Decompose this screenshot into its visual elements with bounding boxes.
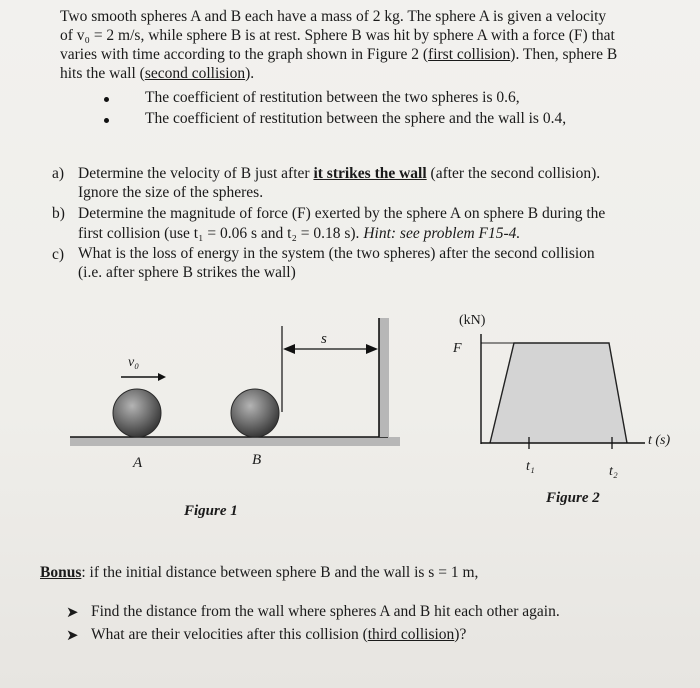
bullet-item-1: The coefficient of restitution between the two spheres is 0.6, <box>145 89 520 106</box>
v0-arrow-head <box>158 373 166 381</box>
intro-line-2: of v₀ = 2 m/s, while sphere B is at rest. Sphere B was hit by sphere A with a force (F) that <box>60 27 615 44</box>
bonus-item-2b: )? <box>454 626 467 643</box>
question-a-label: a) <box>52 165 65 182</box>
intro-line-3b: ). Then, sphere B <box>510 46 618 63</box>
wall-hatch <box>379 318 389 437</box>
bonus-item-2a: What are their velocities after this collision ( <box>91 626 368 643</box>
intro-line-4b: ). <box>245 65 255 82</box>
bonus-arrow-icon-2: ➤ <box>66 626 79 644</box>
strikes-wall-emphasis: it strikes the wall <box>313 165 427 182</box>
question-b-line-1: Determine the magnitude of force (F) exerted by the sphere A on sphere B during the <box>78 205 606 222</box>
question-a-line-1b: (after the second collision). <box>426 165 601 182</box>
figure-1-caption: Figure 1 <box>184 503 238 519</box>
third-collision-link: third collision <box>367 626 455 643</box>
second-collision-link: second collision <box>144 65 246 82</box>
question-c-label: c) <box>52 246 65 263</box>
bonus-text: : if the initial distance between sphere B and the wall is s = 1 m, <box>81 564 479 581</box>
figure-2-caption: Figure 2 <box>546 490 600 506</box>
force-axis-label: F <box>453 341 462 356</box>
force-unit-label: (kN) <box>459 313 486 328</box>
sphere-a-label: A <box>133 455 143 471</box>
bonus-arrow-icon-1: ➤ <box>66 603 79 621</box>
bullet-item-2: The coefficient of restitution between the sphere and the wall is 0.4, <box>145 110 567 127</box>
bonus-label: Bonus <box>40 564 82 581</box>
bonus-line <box>40 564 478 582</box>
question-c-line-2: (i.e. after sphere B strikes the wall) <box>78 264 296 281</box>
bonus-item-2 <box>91 626 466 644</box>
s-arrow-left <box>283 344 295 354</box>
intro-line-4a: hits the wall ( <box>60 65 145 82</box>
question-a-line-1a: Determine the velocity of B just after <box>78 165 314 182</box>
question-b-line-2a: first collision (use t₁ = 0.06 s and t₂ = 0.18 s). <box>78 225 364 242</box>
s-arrow-right <box>366 344 378 354</box>
sphere-b-label: B <box>252 452 262 468</box>
first-collision-link: first collision <box>428 46 511 63</box>
question-c-line-1: What is the loss of energy in the system (the two spheres) after the second collision <box>78 245 595 262</box>
sphere-a <box>113 389 161 437</box>
intro-line-1: Two smooth spheres A and B each have a mass of 2 kg. The sphere A is given a velocity <box>60 8 607 25</box>
time-axis-label: t (s) <box>648 433 671 448</box>
t1-label: t₁ <box>526 459 535 474</box>
bonus-item-1: Find the distance from the wall where spheres A and B hit each other again. <box>91 603 560 620</box>
intro-line-3a: varies with time according to the graph shown in Figure 2 ( <box>60 46 429 63</box>
hint-text: Hint: see problem F15-4. <box>363 225 521 242</box>
sphere-b <box>231 389 279 437</box>
question-b-label: b) <box>52 205 65 222</box>
s-label: s <box>321 331 327 347</box>
question-a-line-2: Ignore the size of the spheres. <box>78 184 264 201</box>
ground-hatch <box>70 437 400 446</box>
v0-label: v₀ <box>128 355 140 370</box>
t2-label: t₂ <box>609 464 618 479</box>
